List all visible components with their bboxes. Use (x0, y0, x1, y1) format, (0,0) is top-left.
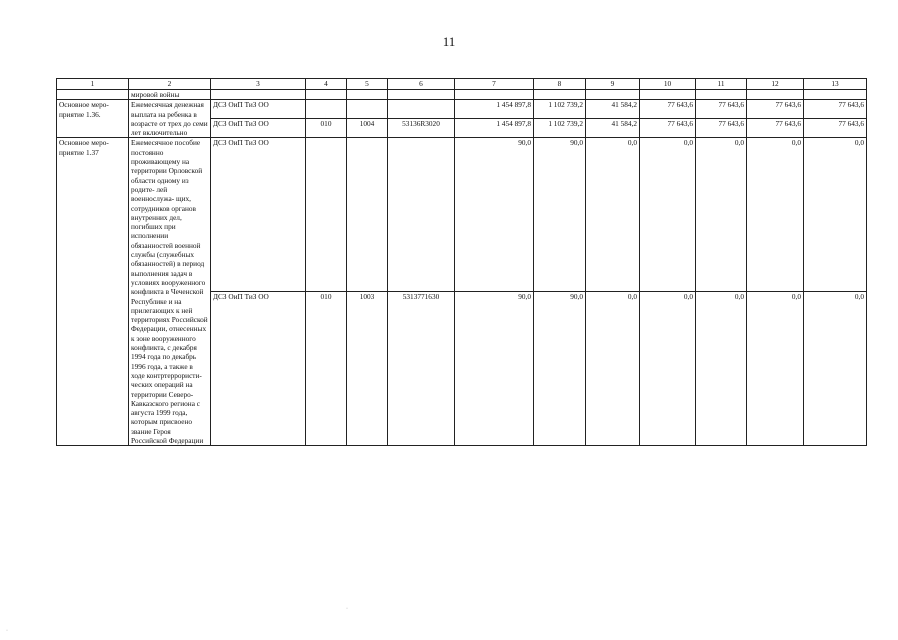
executor-cell: ДСЗ ОиП ТиЗ ОО (211, 100, 306, 119)
column-number: 7 (455, 79, 534, 90)
executor-cell: ДСЗ ОиП ТиЗ ОО (211, 292, 306, 446)
measure-description: Ежемесячное пособие постоянно проживающему на территории Орловской области одному из родите- лей военнослужа- щих, сотрудников органов внутренних дел, погибших при исполнении обязанностей военной службы (служебных обязанностей) в период выполнения задач в условиях вооруженного конфликта в Чеченской Республике и на прилегающих к ней территориях Российской Федерации, отнесенных к зоне вооруженного конфликта, с декабря 1994 года по декабрь 1996 года, а также в ходе контртеррористи- ческих операций на территории Северо- Кавказского региона с августа 1999 года, которым присвоено звание Героя Российской Федерации (129, 138, 211, 446)
csr-cell (388, 138, 455, 292)
value-cell: 90,0 (455, 292, 534, 446)
rzpr-cell (347, 138, 388, 292)
column-number: 12 (747, 79, 804, 90)
measure-description: Ежемесячная денежная выплата на ребенка в возрасте от трех до семи лет включительно (129, 100, 211, 138)
table-row (57, 100, 867, 119)
value-cell: 77 643,6 (640, 119, 696, 138)
page-number: 11 (442, 34, 456, 49)
value-cell: 1 454 897,8 (455, 100, 534, 119)
column-number: 11 (696, 79, 747, 90)
table-row (57, 138, 867, 292)
value-cell: 77 643,6 (804, 100, 867, 119)
value-cell: 0,0 (586, 138, 640, 292)
rzpr-cell: 1004 (347, 119, 388, 138)
value-cell: 0,0 (640, 292, 696, 446)
budget-table (56, 78, 867, 446)
value-cell: 0,0 (804, 138, 867, 292)
value-cell: 77 643,6 (696, 100, 747, 119)
value-cell: 0,0 (696, 138, 747, 292)
measure-name: Основное меро- приятие 1.36. (57, 100, 129, 138)
column-number: 2 (129, 79, 211, 90)
column-number: 1 (57, 79, 129, 90)
grbs-cell: 010 (306, 292, 347, 446)
column-number: 8 (534, 79, 586, 90)
value-cell: 90,0 (455, 138, 534, 292)
csr-cell: 5313771630 (388, 292, 455, 446)
grbs-cell (306, 138, 347, 292)
measure-name: Основное меро- приятие 1.37 (57, 138, 129, 446)
value-cell: 0,0 (696, 292, 747, 446)
value-cell: 77 643,6 (696, 119, 747, 138)
scan-speck: · (6, 628, 8, 634)
value-cell: 0,0 (640, 138, 696, 292)
value-cell: 0,0 (586, 292, 640, 446)
rzpr-cell: 1003 (347, 292, 388, 446)
value-cell: 77 643,6 (747, 100, 804, 119)
executor-cell: ДСЗ ОиП ТиЗ ОО (211, 119, 306, 138)
value-cell: 77 643,6 (804, 119, 867, 138)
rzpr-cell (347, 100, 388, 119)
column-number: 13 (804, 79, 867, 90)
value-cell: 90,0 (534, 292, 586, 446)
value-cell: 41 584,2 (586, 100, 640, 119)
value-cell: 1 454 897,8 (455, 119, 534, 138)
value-cell: 1 102 739,2 (534, 119, 586, 138)
scan-speck: · (346, 606, 348, 612)
continuation-row (57, 90, 867, 100)
value-cell: 90,0 (534, 138, 586, 292)
value-cell: 77 643,6 (640, 100, 696, 119)
value-cell: 0,0 (747, 292, 804, 446)
value-cell: 77 643,6 (747, 119, 804, 138)
grbs-cell: 010 (306, 119, 347, 138)
grbs-cell (306, 100, 347, 119)
column-number: 10 (640, 79, 696, 90)
value-cell: 0,0 (804, 292, 867, 446)
column-number: 9 (586, 79, 640, 90)
column-number: 4 (306, 79, 347, 90)
column-number: 6 (388, 79, 455, 90)
value-cell: 41 584,2 (586, 119, 640, 138)
value-cell: 0,0 (747, 138, 804, 292)
column-number-row (57, 79, 867, 90)
column-number: 5 (347, 79, 388, 90)
continuation-text: мировой войны (129, 90, 211, 100)
csr-cell (388, 100, 455, 119)
column-number: 3 (211, 79, 306, 90)
value-cell: 1 102 739,2 (534, 100, 586, 119)
executor-cell: ДСЗ ОиП ТиЗ ОО (211, 138, 306, 292)
csr-cell: 53136R3020 (388, 119, 455, 138)
